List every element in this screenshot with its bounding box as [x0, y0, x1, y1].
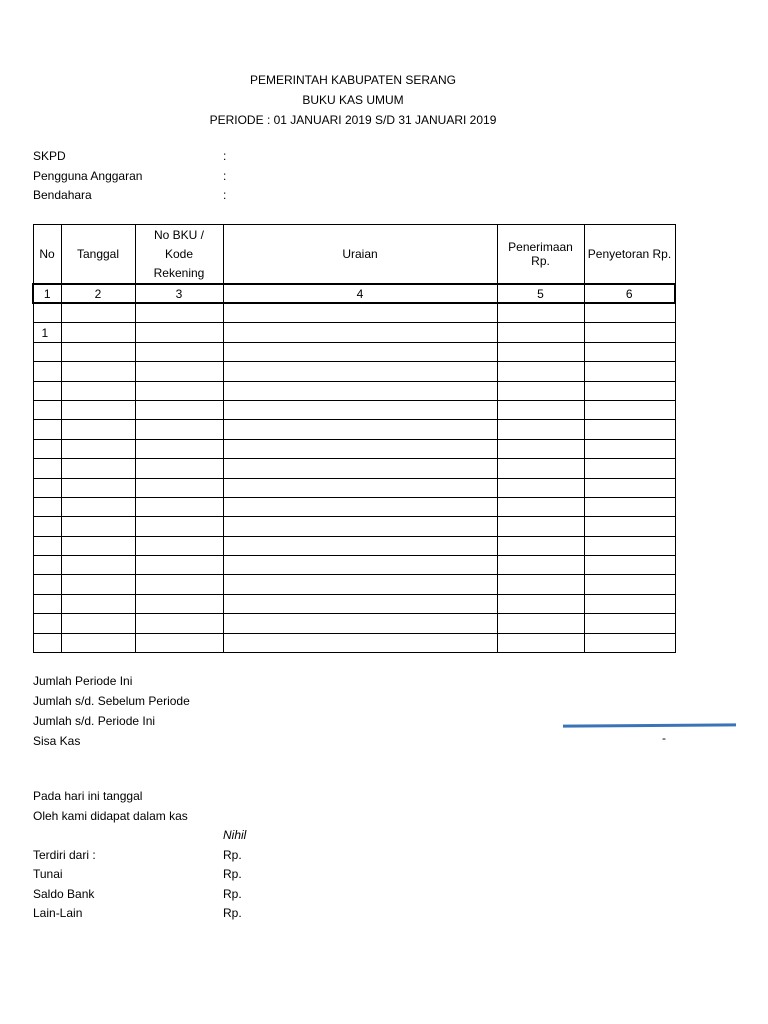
- column-number: 5: [497, 284, 584, 303]
- footer-item-label: Saldo Bank: [33, 886, 95, 901]
- table-cell: [223, 439, 497, 458]
- info-label: Bendahara: [33, 188, 92, 202]
- table-row: [33, 323, 675, 342]
- info-row-skpd: [33, 147, 227, 167]
- table-cell: [584, 594, 675, 613]
- table-cell: [223, 633, 497, 652]
- table-cell: [584, 478, 675, 497]
- table-row: [33, 381, 675, 400]
- footer-section: [33, 787, 433, 924]
- table-row: [33, 614, 675, 633]
- table-cell: [497, 400, 584, 419]
- table-cell: [584, 614, 675, 633]
- table-cell: [584, 575, 675, 594]
- footer-item-value: Rp.: [223, 867, 242, 881]
- signature-line: [563, 723, 736, 727]
- table-cell: [223, 400, 497, 419]
- col-header-penerimaan: [497, 225, 584, 285]
- table-cell: [497, 556, 584, 575]
- table-cell: [33, 575, 61, 594]
- table-cell: [135, 517, 223, 536]
- table-cell: [61, 536, 135, 555]
- table-cell: [584, 400, 675, 419]
- table-cell: [584, 536, 675, 555]
- table-row: [33, 536, 675, 555]
- table-row: [33, 497, 675, 516]
- table-cell: [61, 556, 135, 575]
- col-header-penerimaan-line1: Penerimaan: [508, 240, 573, 254]
- table-cell: [61, 478, 135, 497]
- table-cell: [135, 594, 223, 613]
- table-cell: [33, 517, 61, 536]
- table-cell: [497, 517, 584, 536]
- oleh-kami-text: Oleh kami didapat dalam kas: [33, 808, 188, 823]
- table-cell: [135, 342, 223, 361]
- table-cell: [33, 614, 61, 633]
- table-cell: [584, 323, 675, 342]
- table-cell: [223, 459, 497, 478]
- table-cell: [135, 614, 223, 633]
- header-government: PEMERINTAH KABUPATEN SERANG: [249, 73, 457, 87]
- table-cell: [33, 439, 61, 458]
- total-periode-ini: Jumlah Periode Ini: [33, 674, 133, 688]
- total-sd-periode-ini: Jumlah s/d. Periode Ini: [33, 714, 156, 728]
- table-cell: [61, 420, 135, 439]
- table-cell: [584, 439, 675, 458]
- table-cell: [135, 633, 223, 652]
- table-cell: [584, 362, 675, 381]
- footer-item-tunai: [33, 865, 433, 885]
- table-cell: [497, 594, 584, 613]
- table-cell: [61, 323, 135, 342]
- sisa-kas-value: -: [662, 731, 666, 745]
- table-cell: [223, 342, 497, 361]
- table-cell: [497, 497, 584, 516]
- table-cell: [497, 303, 584, 323]
- table-cell: [135, 536, 223, 555]
- table-cell: [497, 342, 584, 361]
- table-cell: [33, 536, 61, 555]
- col-header-bku-line2: Kode: [164, 246, 194, 261]
- table-row: [33, 303, 675, 323]
- column-number: 2: [61, 284, 135, 303]
- table-cell: [135, 362, 223, 381]
- info-colon: :: [223, 168, 227, 183]
- table-cell: [584, 497, 675, 516]
- table-cell: [223, 303, 497, 323]
- table-cell: [584, 381, 675, 400]
- table-cell: [135, 459, 223, 478]
- table-row: [33, 420, 675, 439]
- table-row: [33, 362, 675, 381]
- table-cell: [223, 575, 497, 594]
- table-cell: [497, 478, 584, 497]
- table-cell: [584, 517, 675, 536]
- table-cell: [61, 342, 135, 361]
- table-cell: [61, 459, 135, 478]
- column-number: 6: [584, 284, 675, 303]
- header-period: PERIODE : 01 JANUARI 2019 S/D 31 JANUARI 2019: [209, 113, 497, 127]
- info-colon: :: [223, 149, 227, 163]
- info-row-pengguna-anggaran: [33, 167, 227, 187]
- table-header-row: [33, 225, 675, 285]
- table-cell: [497, 459, 584, 478]
- table-cell: [33, 303, 61, 323]
- table-cell: [223, 478, 497, 497]
- info-colon: :: [223, 188, 227, 202]
- footer-item-label: Tunai: [33, 867, 63, 881]
- table-cell: [223, 362, 497, 381]
- info-label: SKPD: [33, 149, 66, 163]
- footer-item-value: Rp.: [223, 847, 242, 862]
- table-cell: 1: [33, 323, 61, 342]
- col-header-tanggal: Tanggal: [61, 225, 135, 285]
- table-cell: [135, 420, 223, 439]
- footer-item-label: Lain-Lain: [33, 906, 83, 920]
- footer-item-lain-lain: [33, 904, 433, 924]
- footer-item-value: Rp.: [223, 886, 242, 901]
- column-number-row: [33, 284, 675, 303]
- footer-item-value: Rp.: [223, 906, 242, 920]
- table-cell: [497, 439, 584, 458]
- table-cell: [223, 381, 497, 400]
- pada-hari-text: Pada hari ini tanggal: [33, 789, 143, 803]
- document-header: [0, 70, 706, 130]
- table-row: [33, 517, 675, 536]
- table-cell: [135, 303, 223, 323]
- table-cell: [584, 303, 675, 323]
- col-header-uraian: Uraian: [223, 225, 497, 285]
- table-cell: [61, 497, 135, 516]
- table-cell: [33, 381, 61, 400]
- table-row: [33, 556, 675, 575]
- table-cell: [61, 575, 135, 594]
- footer-item-label: Terdiri dari :: [33, 847, 96, 862]
- table-cell: [61, 594, 135, 613]
- footer-item-terdiri: [33, 846, 433, 866]
- column-number: 3: [135, 284, 223, 303]
- total-sebelum-periode: Jumlah s/d. Sebelum Periode: [33, 694, 190, 708]
- table-cell: [33, 420, 61, 439]
- table-cell: [497, 420, 584, 439]
- table-cell: [61, 303, 135, 323]
- table-cell: [223, 517, 497, 536]
- table-cell: [33, 362, 61, 381]
- col-header-bku-line3: Rekening: [153, 265, 205, 280]
- table-cell: [497, 633, 584, 652]
- table-cell: [584, 420, 675, 439]
- table-cell: [584, 342, 675, 361]
- header-title: BUKU KAS UMUM: [302, 93, 404, 107]
- table-row: [33, 575, 675, 594]
- info-row-bendahara: [33, 186, 227, 206]
- table-cell: [223, 594, 497, 613]
- table-cell: [33, 478, 61, 497]
- table-cell: [135, 323, 223, 342]
- table-cell: [33, 594, 61, 613]
- table-cell: [135, 478, 223, 497]
- table-cell: [61, 362, 135, 381]
- table-cell: [135, 575, 223, 594]
- table-cell: [61, 439, 135, 458]
- table-row: [33, 633, 675, 652]
- table-cell: [33, 459, 61, 478]
- sisa-kas-label: Sisa Kas: [33, 734, 81, 748]
- table-cell: [223, 536, 497, 555]
- table-cell: [223, 614, 497, 633]
- info-section: [33, 147, 227, 206]
- col-header-penyetoran: Penyetoran Rp.: [584, 225, 675, 285]
- table-cell: [61, 633, 135, 652]
- table-cell: [135, 381, 223, 400]
- table-cell: [61, 614, 135, 633]
- table-cell: [33, 342, 61, 361]
- table-cell: [135, 439, 223, 458]
- table-row: [33, 400, 675, 419]
- table-cell: [584, 633, 675, 652]
- column-number: 1: [33, 284, 61, 303]
- table-cell: [497, 323, 584, 342]
- table-cell: [33, 497, 61, 516]
- totals-section: [33, 671, 190, 751]
- table-cell: [497, 575, 584, 594]
- table-row: [33, 594, 675, 613]
- table-cell: [223, 497, 497, 516]
- table-row: [33, 439, 675, 458]
- table-cell: [135, 556, 223, 575]
- table-cell: [497, 362, 584, 381]
- table-cell: [33, 556, 61, 575]
- table-cell: [33, 400, 61, 419]
- table-cell: [584, 459, 675, 478]
- table-cell: [61, 400, 135, 419]
- col-header-bku: [135, 225, 223, 285]
- table-body: [33, 303, 675, 653]
- col-header-no: No: [33, 225, 61, 285]
- nihil-text: Nihil: [223, 828, 247, 842]
- table-cell: [33, 633, 61, 652]
- table-cell: [497, 381, 584, 400]
- footer-item-saldo-bank: [33, 885, 433, 905]
- table-cell: [223, 323, 497, 342]
- table-cell: [61, 517, 135, 536]
- table-row: [33, 478, 675, 497]
- column-number: 4: [223, 284, 497, 303]
- table-cell: [584, 556, 675, 575]
- col-header-penerimaan-line2: Rp.: [531, 254, 550, 268]
- table-row: [33, 459, 675, 478]
- table-row: [33, 342, 675, 361]
- table-cell: [223, 556, 497, 575]
- info-label: Pengguna Anggaran: [33, 168, 143, 183]
- table-cell: [223, 420, 497, 439]
- cash-book-table: [32, 224, 676, 653]
- table-cell: [135, 400, 223, 419]
- table-cell: [497, 536, 584, 555]
- table-cell: [497, 614, 584, 633]
- nihil-row: [33, 826, 433, 846]
- table-cell: [61, 381, 135, 400]
- table-cell: [135, 497, 223, 516]
- col-header-bku-line1: No BKU /: [153, 227, 204, 242]
